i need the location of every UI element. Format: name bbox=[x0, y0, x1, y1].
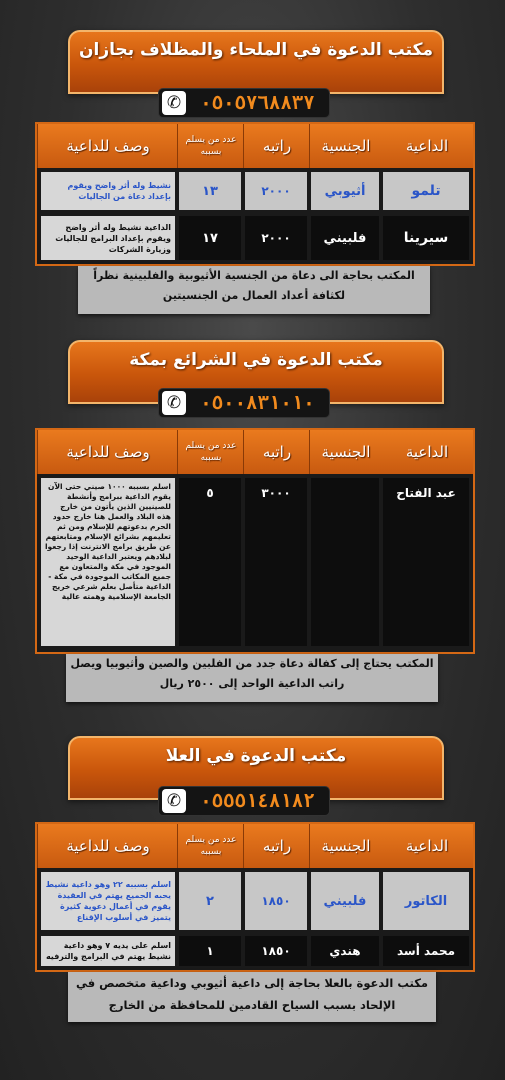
cell-nationality: هندي bbox=[311, 936, 379, 966]
phone-number[interactable]: ٠٥٥٥١٤٨١٨٢ bbox=[200, 790, 315, 812]
header-preacher: الداعية bbox=[405, 837, 449, 855]
cell-nationality: أثيوبي bbox=[311, 172, 379, 210]
cell-preacher: تلمو bbox=[383, 172, 469, 210]
cell-description: اسلم على يديه ٧ وهو داعية نشيط يهتم في البرامج والترفيه bbox=[41, 936, 175, 966]
preachers-table bbox=[35, 822, 475, 972]
cell-converts: ١٧ bbox=[179, 216, 241, 260]
cell-nationality bbox=[311, 478, 379, 646]
preachers-table bbox=[35, 122, 475, 266]
header-salary: راتبه bbox=[243, 124, 310, 168]
cell-converts: ١٣ bbox=[179, 172, 241, 210]
header-salary: راتبه bbox=[243, 430, 310, 474]
cell-converts: ١ bbox=[179, 936, 241, 966]
cell-salary: ٢٠٠٠ bbox=[245, 172, 307, 210]
cell-nationality: فلبيني bbox=[311, 216, 379, 260]
table-row bbox=[37, 870, 473, 932]
cell-preacher: محمد أسد bbox=[383, 936, 469, 966]
office-title: مكتب الدعوة في الملحاء والمظلاف بجازان bbox=[78, 40, 433, 60]
header-description: وصف للداعية bbox=[37, 824, 178, 868]
preachers-table bbox=[35, 428, 475, 654]
table-header bbox=[37, 824, 473, 868]
cell-salary: ١٨٥٠ bbox=[245, 872, 307, 930]
header-description: وصف للداعية bbox=[37, 124, 178, 168]
cell-converts: ٢ bbox=[179, 872, 241, 930]
cell-converts: ٥ bbox=[179, 478, 241, 646]
table-row bbox=[37, 476, 473, 650]
cell-nationality: فلبيني bbox=[311, 872, 379, 930]
header-description: وصف للداعية bbox=[37, 430, 178, 474]
cell-salary: ٣٠٠٠ bbox=[245, 478, 307, 646]
cell-description: الداعية نشيط وله أثر واضح ويقوم بإعداد البرامج للجاليات وزيارة الشركات bbox=[41, 216, 175, 260]
table-row bbox=[37, 934, 473, 968]
header-nationality: الجنسية bbox=[309, 430, 382, 474]
phone-box[interactable] bbox=[158, 88, 330, 118]
phone-number[interactable]: ٠٥٠٥٧٦٨٨٣٧ bbox=[200, 92, 315, 114]
header-converts: عدد من يسلم بسببه bbox=[177, 824, 244, 868]
phone-icon: ✆ bbox=[162, 91, 186, 115]
cell-preacher: سيرينا bbox=[383, 216, 469, 260]
cell-preacher: عبد الفتاح bbox=[383, 478, 469, 646]
header-nationality: الجنسية bbox=[309, 124, 382, 168]
header-nationality: الجنسية bbox=[309, 824, 382, 868]
phone-icon: ✆ bbox=[162, 789, 186, 813]
office-title: مكتب الدعوة في العلا bbox=[165, 746, 347, 766]
table-row bbox=[37, 214, 473, 262]
table-header bbox=[37, 124, 473, 168]
table-header bbox=[37, 430, 473, 474]
office-title: مكتب الدعوة في الشرائع بمكة bbox=[129, 350, 383, 370]
cell-description: اسلم بسببه ٢٢ وهو داعية نشيط يحبه الجميع يهتم في العقيدة يقوم في أعمال دعوية كثيرة يتميز في أسلوب الإقناع bbox=[41, 872, 175, 930]
office-note: مكتب الدعوة بالعلا بحاجة إلى داعية أثيوبي وداعية متخصص في الإلحاد بسبب السياح القادمين للمحافظة من الخارج bbox=[68, 972, 436, 1022]
office-note: المكتب بحاجة الى دعاة من الجنسية الأثيوبية والفلبينية نظراً لكثافة أعداد العمال من الجنسيتين bbox=[78, 266, 430, 314]
phone-box[interactable] bbox=[158, 388, 330, 418]
header-salary: راتبه bbox=[243, 824, 310, 868]
header-converts: عدد من يسلم بسببه bbox=[177, 430, 244, 474]
cell-salary: ١٨٥٠ bbox=[245, 936, 307, 966]
header-preacher: الداعية bbox=[405, 137, 449, 155]
phone-number[interactable]: ٠٥٠٠٨٣١٠١٠ bbox=[200, 392, 315, 414]
cell-salary: ٢٠٠٠ bbox=[245, 216, 307, 260]
office-note: المكتب يحتاج إلى كفالة دعاة جدد من الفلبين والصين وأثيوبيا ويصل راتب الداعية الواحد إلى ٢٥٠٠ ريال bbox=[66, 654, 438, 702]
cell-description: نشيط وله أثر واضح ويقوم بإعداد دعاة من الجاليات bbox=[41, 172, 175, 210]
cell-description: اسلم بسببه ١٠٠٠ صيني حتى الآن يقوم الداعية ببرامج وأنشطة للصينيين الذين يأتون من خارج هذه البلاد والعمل هنا خارج حدود الحرم بدعوتهم للإسلام ومن ثم تعليمهم بشرائع الإسلام ومتابعتهم عن طريق برامج الانترنت إذا رجعوا لبلادهم ويعتبر الداعية الوحيد الموجود في مكة والمتعاون مع جميع المكاتب الموجودة في مكة - الداعية متأصل بعلم شرعي خريج الجامعة الإسلامية وهمته عالية bbox=[41, 478, 175, 646]
header-preacher: الداعية bbox=[405, 443, 449, 461]
table-row bbox=[37, 170, 473, 212]
header-converts: عدد من يسلم بسببه bbox=[177, 124, 244, 168]
phone-icon: ✆ bbox=[162, 391, 186, 415]
phone-box[interactable] bbox=[158, 786, 330, 816]
cell-preacher: الكاتور bbox=[383, 872, 469, 930]
office-banner bbox=[68, 30, 444, 94]
